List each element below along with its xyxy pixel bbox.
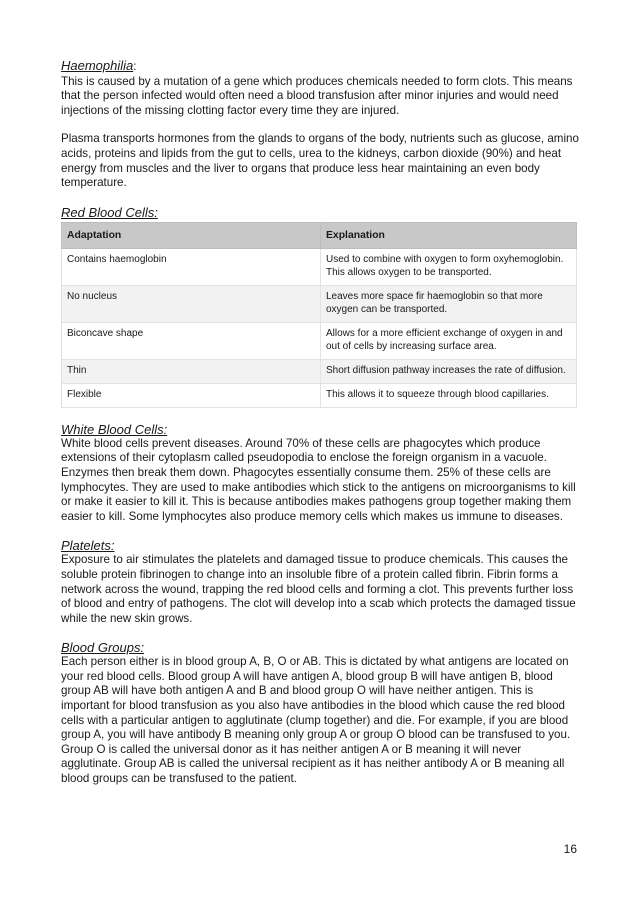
spacer xyxy=(61,524,579,538)
blood-groups-heading: Blood Groups: xyxy=(61,640,145,656)
table-cell-adaptation: Flexible xyxy=(62,383,321,407)
table-row xyxy=(62,248,577,285)
white-blood-cells-heading: White Blood Cells: xyxy=(61,421,168,437)
spacer xyxy=(61,118,579,132)
table-cell-explanation: Leaves more space fir haemoglobin so that more oxygen can be transported. xyxy=(321,285,577,322)
spacer xyxy=(61,626,579,640)
table-cell-explanation: Allows for a more efficient exchange of oxygen in and out of cells by increasing surface area. xyxy=(321,322,577,359)
page-number: 16 xyxy=(563,842,577,856)
table-cell-explanation: Used to combine with oxygen to form oxyhemoglobin. This allows oxygen to be transported. xyxy=(321,248,577,285)
platelets-heading: Platelets: xyxy=(61,538,115,554)
white-blood-cells-text: White blood cells prevent diseases. Around 70% of these cells are phagocytes which produce extensions of their cytoplasm called pseudopodia to enclose the foreign organism in a vacuole. Enzymes then break them down. Phagocytes essentially consume them. 25% of these cells are lymphocytes. They are used to make antibodies which stick to the antigens on microorganisms to kill or make it easier to kill it. This is because antibodies makes pathogens group together making them easier to kill. Some lymphocytes also produce memory cells which makes us immune to diseases. xyxy=(61,436,576,523)
haemophilia-heading-colon: : xyxy=(133,60,137,73)
table-cell-adaptation: Biconcave shape xyxy=(62,322,321,359)
table-cell-adaptation: Thin xyxy=(62,359,321,383)
table-row xyxy=(62,322,577,359)
table-row xyxy=(62,383,577,407)
red-blood-cells-table xyxy=(61,222,577,408)
haemophilia-text: This is caused by a mutation of a gene which produces chemicals needed to form clots. This means that the person infected would often need a blood transfusion after minor injuries and would need injections of the missing clotting factor every time they are injured. xyxy=(61,74,573,117)
table-row xyxy=(62,285,577,322)
spacer xyxy=(61,191,579,205)
blood-groups-text: Each person either is in blood group A, B, O or AB. This is dictated by what antigens are located on your red blood cells. Blood group A will have antigen A, blood group B will have antigen B, blood group AB will have both antigen A and B and blood group O will have neither antigen. This is important for blood transfusion as you also have antibodies in the blood which cause the red blood cells with a particular antigen to agglutinate (clump together) and die. For example, if you are blood group A, you will have antibody B meaning only group A or group O blood can be transfused to you. Group O is called the universal donor as it has neither antigen A or B meaning it will never agglutinate. Group AB is called the universal recipient as it has neither antibody A or B meaning all blood groups can be transfused to the patient. xyxy=(61,655,571,786)
table-header-row xyxy=(62,222,577,248)
page-content xyxy=(61,58,579,787)
table-cell-explanation: Short diffusion pathway increases the rate of diffusion. xyxy=(321,359,577,383)
column-header-explanation: Explanation xyxy=(321,222,577,248)
platelets-text: Exposure to air stimulates the platelets and damaged tissue to produce chemicals. This causes the soluble protein fibrinogen to change into an insoluble fibre of a protein called fibrin. Fibrin forms a network across the wound, trapping the red blood cells and forming a clot. This prevents further loss of blood and entry of pathogens. The clot will develop into a scab which protects the damaged tissue while the new skin grows. xyxy=(61,553,576,625)
spacer xyxy=(61,408,579,422)
table-cell-adaptation: Contains haemoglobin xyxy=(62,248,321,285)
haemophilia-heading-line xyxy=(61,58,579,75)
red-blood-cells-heading: Red Blood Cells: xyxy=(61,204,158,220)
plasma-text: Plasma transports hormones from the glands to organs of the body, nutrients such as glucose, amino acids, proteins and lipids from the gut to cells, urea to the kidneys, carbon dioxide (90%) and heat energy from muscles and the liver to organs that produce less hear maintaining an even body temperature. xyxy=(61,132,579,190)
table-cell-adaptation: No nucleus xyxy=(62,285,321,322)
column-header-adaptation: Adaptation xyxy=(62,222,321,248)
table-cell-explanation: This allows it to squeeze through blood capillaries. xyxy=(321,383,577,407)
table-row xyxy=(62,359,577,383)
haemophilia-heading: Haemophilia xyxy=(61,58,134,73)
